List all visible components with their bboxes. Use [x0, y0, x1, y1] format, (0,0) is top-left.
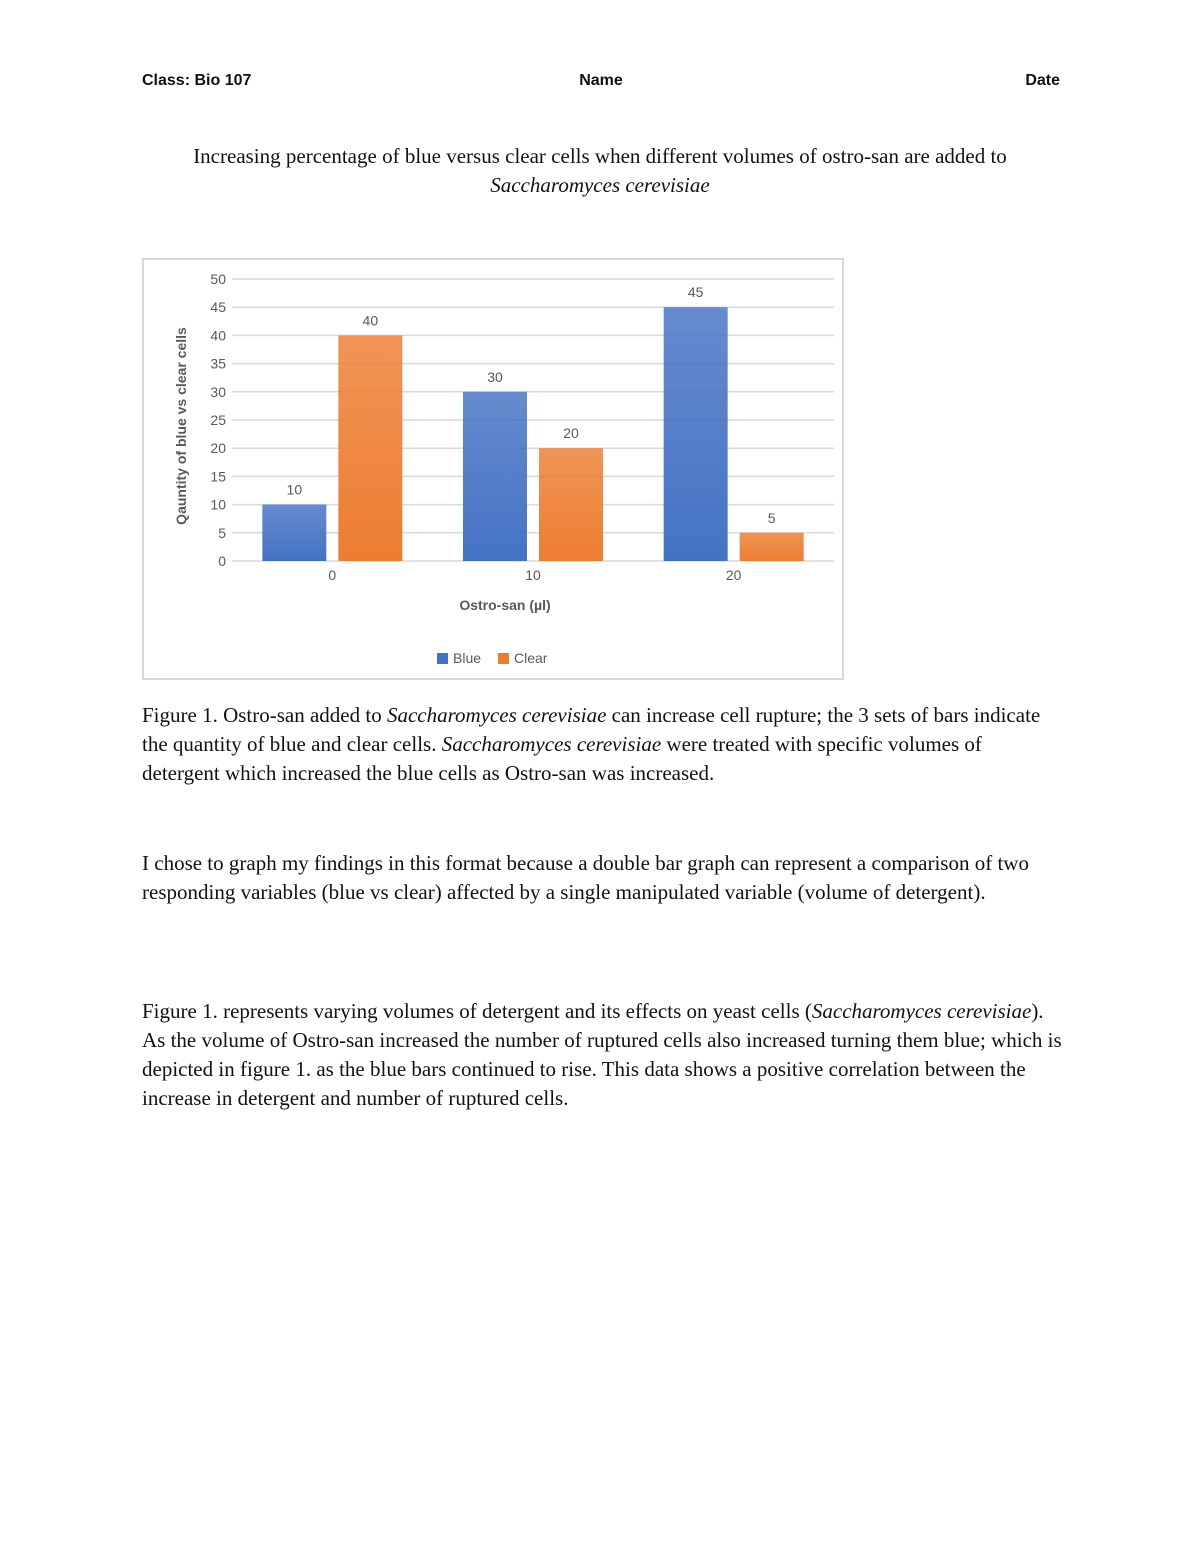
analysis-species: Saccharomyces cerevisiae — [811, 999, 1032, 1023]
caption-species-2: Saccharomyces cerevisiae — [441, 732, 662, 756]
y-tick-label: 45 — [210, 299, 226, 316]
data-label: 40 — [362, 312, 379, 329]
y-tick-label: 0 — [218, 553, 226, 569]
y-tick-label: 35 — [210, 355, 226, 372]
y-tick-label: 30 — [210, 383, 226, 400]
legend-swatch-clear — [498, 653, 509, 664]
y-tick-label: 50 — [210, 271, 226, 287]
y-tick-label: 5 — [218, 524, 226, 541]
data-label: 30 — [487, 368, 503, 385]
x-tick-label: 20 — [725, 567, 742, 583]
bar-chart — [142, 258, 844, 680]
analysis-text-1: Figure 1. represents varying volumes of detergent and its effects on yeast cells ( — [142, 999, 812, 1023]
y-tick-label: 20 — [210, 440, 226, 457]
bar-clear — [740, 533, 804, 561]
y-axis-title: Qauntity of blue vs clear cells — [173, 327, 189, 525]
y-tick-label: 15 — [210, 468, 226, 485]
bar-blue — [664, 307, 728, 561]
caption-text-2: can increase cell rupture; the 3 sets of bars indicate the quantity of blue and clear cells. — [142, 703, 1041, 756]
chart-canvas — [144, 260, 842, 678]
bar-blue — [463, 392, 527, 561]
analysis-text-2: ). As the volume of Ostro-san increased the number of ruptured cells also increased turning them blue; which is depicted in figure 1. as the blue bars continued to rise. This data shows a positive correlation between the increase in detergent and number of ruptured cells. — [142, 999, 1062, 1110]
caption-species-1: Saccharomyces cerevisiae — [386, 703, 607, 727]
analysis-paragraph — [142, 997, 1062, 1113]
bar-blue — [262, 505, 326, 561]
caption-text-3: were treated with specific volumes of detergent which increased the blue cells as Ostro-san was increased. — [142, 732, 982, 785]
bar-clear — [539, 448, 603, 561]
caption-text-1: Figure 1. Ostro-san added to — [142, 703, 387, 727]
y-tick-label: 10 — [210, 496, 226, 513]
name-label: Name — [579, 72, 623, 89]
data-label: 45 — [687, 284, 704, 301]
y-tick-label: 40 — [210, 327, 226, 344]
legend-swatch-blue — [437, 653, 448, 664]
data-label: 20 — [563, 425, 579, 442]
y-tick-label: 25 — [210, 412, 226, 428]
data-label: 5 — [767, 509, 776, 526]
title-line-2: Saccharomyces cerevisiae — [490, 173, 710, 197]
document-title — [120, 142, 1080, 200]
legend-label-blue: Blue — [453, 650, 482, 666]
x-tick-label: 10 — [525, 567, 541, 583]
format-rationale-paragraph: I chose to graph my findings in this format because a double bar graph can represent a comparison of two responding variables (blue vs clear) affected by a single manipulated variable (volume of detergent). — [142, 851, 1029, 904]
x-tick-label: 0 — [328, 567, 337, 583]
legend-label-clear: Clear — [514, 650, 548, 666]
figure-caption — [142, 701, 1062, 788]
data-label: 10 — [286, 481, 303, 498]
bar-clear — [338, 335, 402, 561]
document-header — [142, 72, 1060, 96]
x-axis-title: Ostro-san (µl) — [459, 597, 551, 613]
class-label: Class: Bio 107 — [142, 72, 252, 89]
date-label: Date — [1025, 72, 1060, 89]
title-line-1: Increasing percentage of blue versus clear cells when different volumes of ostro-san are added to — [193, 144, 1007, 168]
